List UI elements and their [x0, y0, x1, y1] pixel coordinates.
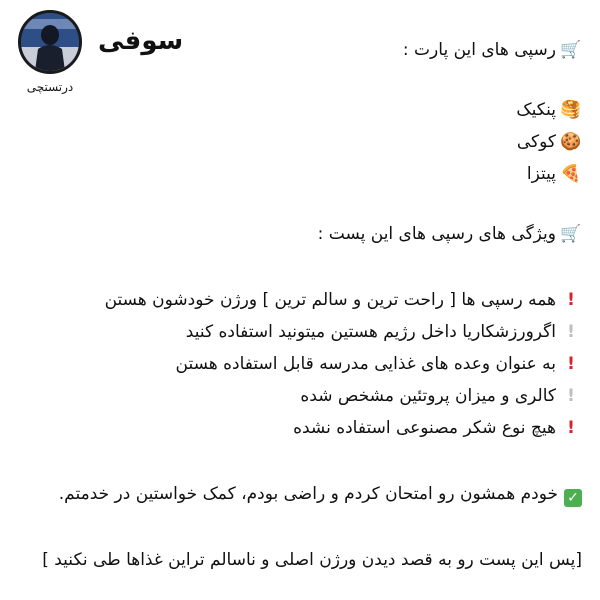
recipe-label: کوکی [516, 132, 556, 152]
recipe-item-cookie [18, 126, 582, 158]
feature-text: همه رسپی ها [ راحت ترین و سالم ترین ] ورژن خودشون هستن [104, 290, 556, 310]
recipe-item-pancake [18, 94, 582, 126]
recipe-label: پنکیک [516, 100, 556, 120]
feature-item [18, 316, 582, 348]
profile-handle: درتستچی [26, 80, 74, 94]
note-line [18, 544, 582, 576]
grey-exclamation-icon: ! [567, 322, 575, 342]
recipes-header [18, 34, 582, 66]
features-header-text: ویژگی های رسپی های این پست : [317, 224, 556, 244]
closing-line [18, 478, 582, 510]
feature-text: هیچ نوع شکر مصنوعی استفاده نشده [293, 418, 556, 438]
red-exclamation-icon: ! [567, 418, 575, 438]
red-exclamation-icon: ! [567, 354, 575, 374]
shopping-cart-icon: 🛒 [560, 40, 582, 60]
recipe-item-pizza [18, 158, 582, 190]
profile-name: سوفی [98, 26, 184, 56]
closing-text: خودم همشون رو امتحان کردم و راضی بودم، کمک خواستین در خدمتم. [58, 484, 558, 504]
red-exclamation-icon: ! [567, 290, 575, 310]
check-mark-icon: ✓ [564, 489, 582, 507]
recipe-label: پیتزا [526, 164, 556, 184]
feature-text: کالری و میزان پروتئین مشخص شده [300, 386, 556, 406]
feature-item [18, 380, 582, 412]
pancakes-icon: 🥞 [560, 100, 582, 120]
grey-exclamation-icon: ! [567, 386, 575, 406]
features-header [18, 218, 582, 250]
feature-item [18, 284, 582, 316]
shopping-cart-icon: 🛒 [560, 224, 582, 244]
post-content [18, 34, 582, 576]
feature-item [18, 412, 582, 444]
feature-text: به عنوان وعده های غذایی مدرسه قابل استفاده هستن [175, 354, 556, 374]
note-text: [پس این پست رو به قصد دیدن ورژن اصلی و ناسالم تراین غذاها طی نکنید ] [42, 550, 582, 570]
cookie-icon: 🍪 [560, 132, 582, 152]
feature-item [18, 348, 582, 380]
recipes-header-text: رسپی های این پارت : [402, 40, 556, 60]
pizza-icon: 🍕 [560, 164, 582, 184]
feature-text: اگرورزشکاریا داخل رژیم هستین میتونید استفاده کنید [185, 322, 556, 342]
